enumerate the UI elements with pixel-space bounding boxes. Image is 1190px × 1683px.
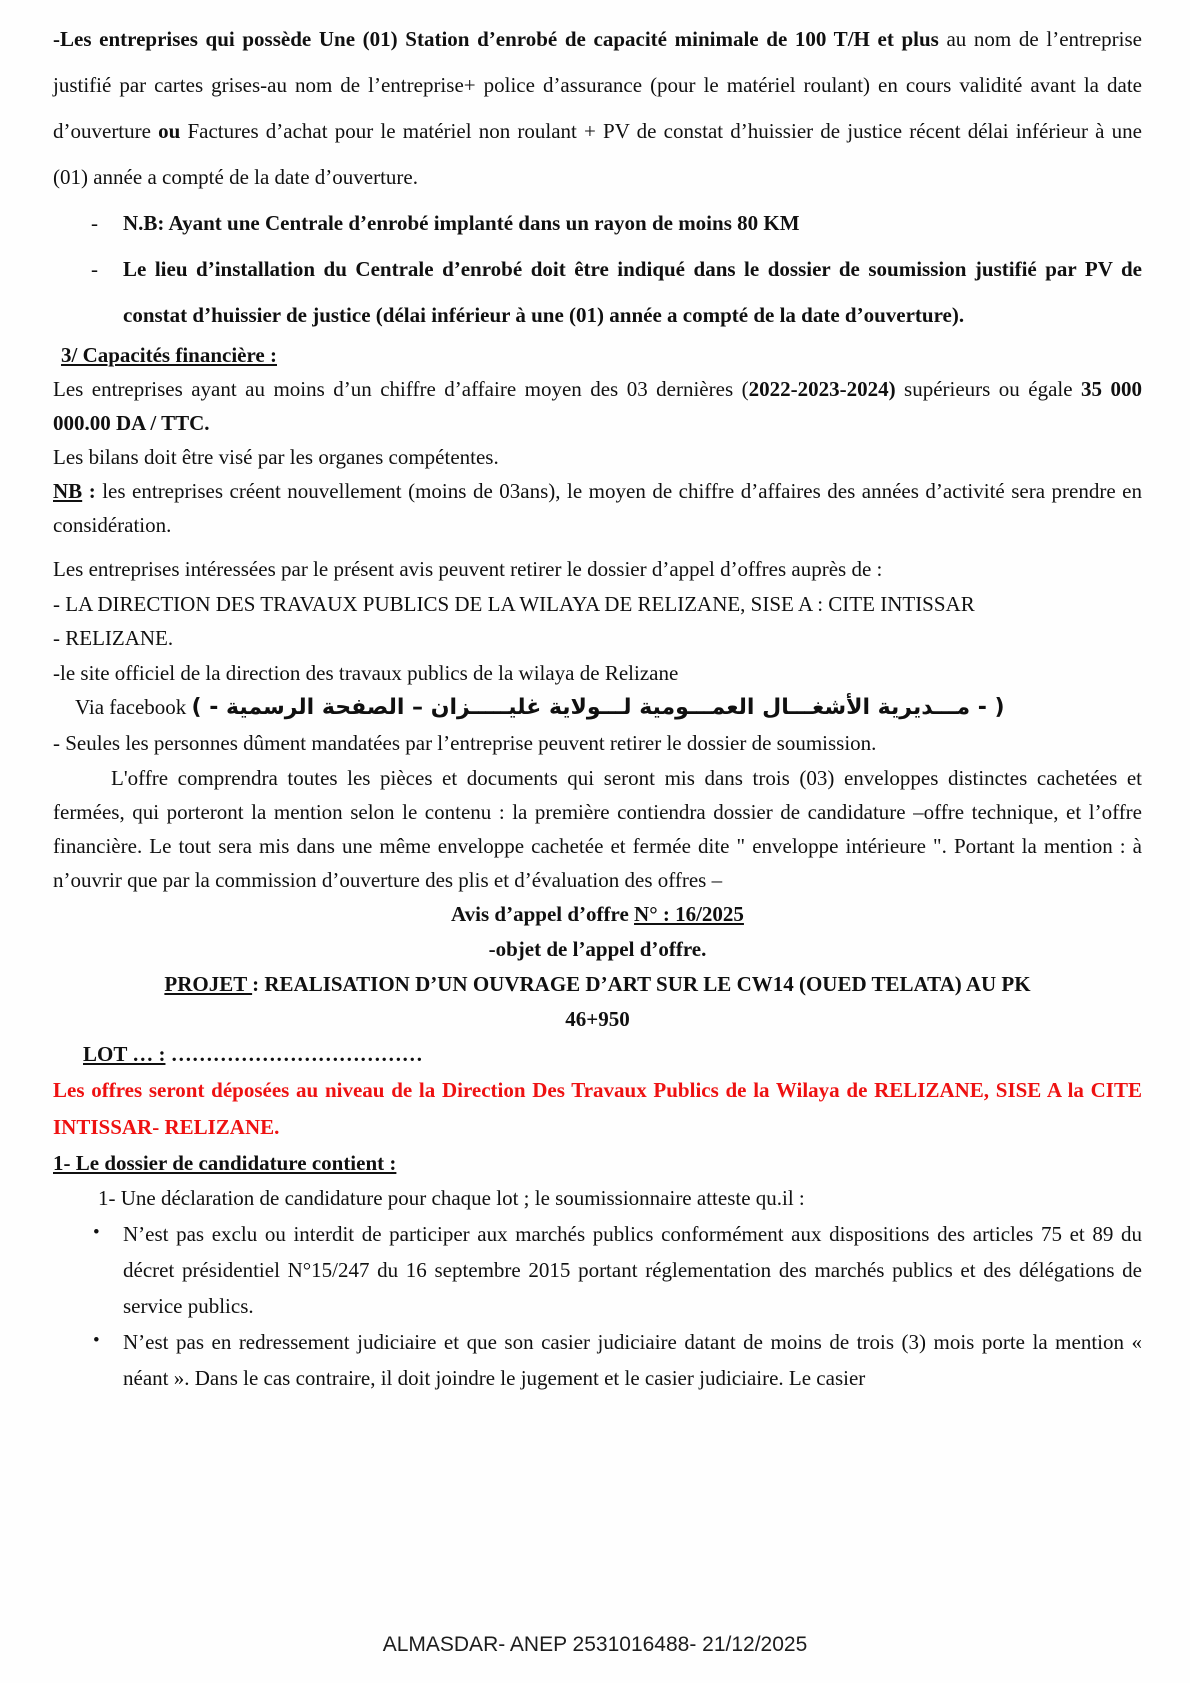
nb-text: les entreprises créent nouvellement (moins de 03ans), le moyen de chiffre d’affaires des années d’activité sera prendre en considération. — [53, 479, 1142, 537]
section-heading-capacites-financiere: 3/ Capacités financière : — [61, 343, 277, 367]
bullet-item-redressement — [53, 1324, 1142, 1396]
para-chiffre-affaire-text-2: supérieurs ou égale — [895, 377, 1082, 401]
bullet-text: N’est pas exclu ou interdit de participer aux marchés publics conformément aux dispositions des articles 75 et 89 du décret présidentiel N°15/247 du 16 septembre 2015 portant réglementation des marchés publics et des délégations de service publics. — [123, 1221, 1142, 1318]
list-item-nb-centrale — [53, 200, 1142, 246]
para-station-enrobe-bold-lead: -Les entreprises qui possède Une (01) Station d’enrobé de capacité minimale de 100 T/H et plus — [53, 27, 939, 51]
para-facebook — [53, 690, 1142, 726]
lot-label: LOT … : — [83, 1041, 166, 1066]
avis-subtitle: -objet de l’appel d’offre. — [488, 936, 707, 961]
bullet-marker: • — [93, 1221, 100, 1243]
nb-colon: : — [82, 479, 103, 503]
projet-pk: 46+950 — [565, 1006, 630, 1031]
avis-title — [53, 897, 1142, 932]
numbered-item-declaration: 1- Une déclaration de candidature pour chaque lot ; le soumissionnaire atteste qu.il : — [98, 1185, 805, 1210]
dash-marker: - — [91, 211, 98, 235]
section-heading-dossier-candidature — [53, 1146, 1142, 1181]
projet-line — [53, 967, 1142, 1037]
bullet-text: N’est pas en redressement judiciaire et que son casier judiciaire datant de moins de trois (3) mois porte la mention « néant ». Dans le cas contraire, il doit joindre le jugement et le casier judiciaire. Le casier — [123, 1329, 1142, 1390]
footer-anep-reference: ALMASDAR- ANEP 2531016488- 21/12/2025 — [382, 1633, 808, 1656]
bullet-marker: • — [93, 1329, 100, 1351]
para-station-enrobe-text-2: Factures d’achat pour le matériel non roulant + PV de constat d’huissier de justice récent délai inférieur à une (01) année a compté de la date d’ouverture. — [53, 119, 1142, 189]
dash-marker: - — [91, 257, 98, 281]
years-bold: 2022-2023-2024) — [748, 377, 896, 401]
para-direction-travaux: - LA DIRECTION DES TRAVAUX PUBLICS DE LA WILAYA DE RELIZANE, SISE A : CITE INTISSAR — [53, 591, 975, 616]
para-retrait-intro: Les entreprises intéressées par le présent avis peuvent retirer le dossier d’appel d’offres auprès de : — [53, 557, 883, 581]
para-seules-personnes: - Seules les personnes dûment mandatées par l’entreprise peuvent retirer le dossier de soumission. — [53, 730, 877, 755]
lot-line — [53, 1037, 1142, 1072]
nb-dash-list — [53, 200, 1142, 338]
para-relizane: - RELIZANE. — [53, 626, 174, 650]
retrait-block — [53, 552, 1142, 726]
bullet-item-exclusion — [53, 1216, 1142, 1324]
list-item-lieu-installation — [53, 246, 1142, 338]
para-chiffre-affaire — [53, 372, 1142, 440]
section-heading-text: 1- Le dossier de candidature contient : — [53, 1150, 397, 1175]
nb-label: NB — [53, 479, 83, 503]
list-item-text: Le lieu d’installation du Centrale d’enrobé doit être indiqué dans le dossier de soumission justifié par PV de constat d’huissier de justice (délai inférieur à une (01) année a compté de la date d’ouverture). — [123, 257, 1142, 327]
bullet-list — [53, 1216, 1142, 1396]
para-station-enrobe — [53, 16, 1142, 200]
para-nb — [53, 474, 1142, 542]
facebook-label: Via facebook — [75, 695, 192, 719]
projet-description: : REALISATION D’UN OUVRAGE D’ART SUR LE CW14 (OUED TELATA) AU PK — [252, 971, 1031, 996]
para-station-enrobe-bold-ou: ou — [158, 119, 181, 143]
para-depot-offres-red: Les offres seront déposées au niveau de la Direction Des Travaux Publics de la Wilaya de RELIZANE, SISE A la CITE INTISSAR- RELIZANE. — [53, 1077, 1142, 1139]
avis-number: N° : 16/2025 — [634, 901, 744, 926]
para-bilans: Les bilans doit être visé par les organes compétentes. — [53, 445, 499, 469]
projet-label: PROJET — [164, 971, 253, 996]
para-station-enrobe-text: au nom de l’entreprise justifié par cartes grises-au nom de l’entreprise+ police d’assurance (pour le matériel roulant) en cours validité avant la date d’ouverture — [53, 27, 1142, 143]
para-site-officiel: -le site officiel de la direction des travaux publics de la wilaya de Relizane — [53, 660, 679, 685]
lot-dots: ……………………………… — [165, 1041, 423, 1066]
para-chiffre-affaire-text: Les entreprises ayant au moins d’un chiffre d’affaire moyen des 03 dernières ( — [53, 377, 749, 401]
amount-bold: 35 000 000.00 DA / TTC. — [53, 377, 1142, 435]
para-offre-enveloppes: L'offre comprendra toutes les pièces et documents qui seront mis dans trois (03) enveloppes distinctes cachetées et fermées, qui porteront la mention selon le contenu : la première contiendra dossier de candidature –offre technique, et l’offre financière. Le tout sera mis dans une même enveloppe cachetée et fermée dite " enveloppe intérieure ". Portant la mention : à n’ouvrir que par la commission d’ouverture des plis et d’évaluation des offres – — [53, 765, 1142, 892]
list-item-text: N.B: Ayant une Centrale d’enrobé implanté dans un rayon de moins 80 KM — [123, 211, 800, 235]
avis-title-prefix: Avis d’appel d’offre — [451, 901, 635, 926]
facebook-page-arabic: ( - مـــديرية الأشغـــال العمـــومية لـــولاية غليـــــزان – الصفحة الرسمية - ) — [191, 695, 1005, 720]
